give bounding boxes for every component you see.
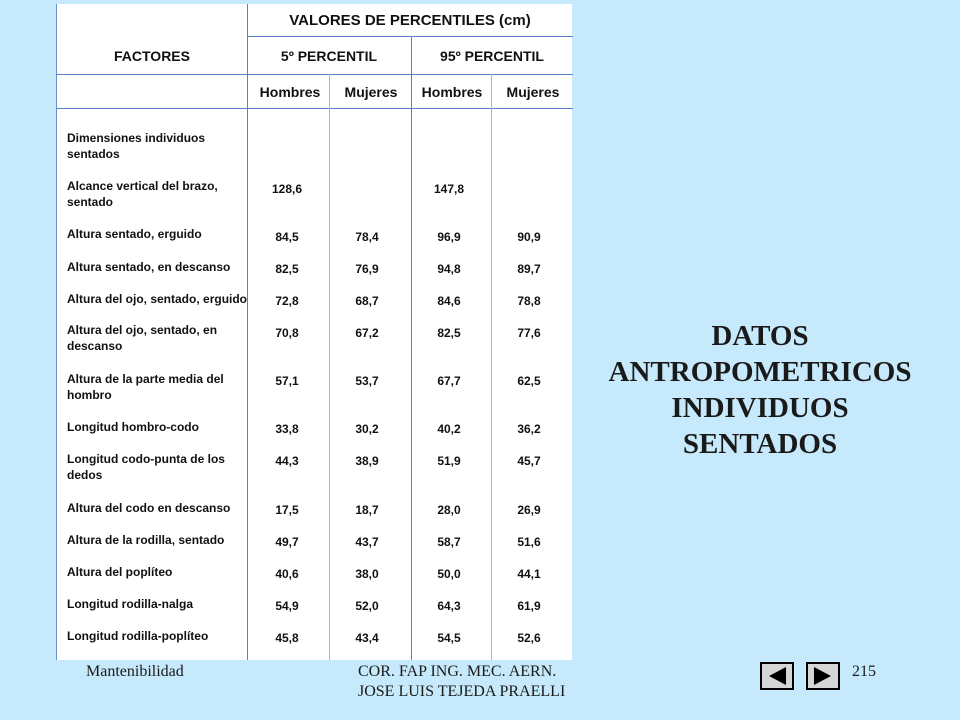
cell-value: 90,9 bbox=[517, 230, 541, 244]
cell-value: 26,9 bbox=[517, 503, 541, 517]
footer-center-line: JOSE LUIS TEJEDA PRAELLI bbox=[358, 683, 566, 700]
percentile-table bbox=[56, 4, 572, 660]
row-factor: Altura sentado, en descanso bbox=[67, 260, 231, 274]
triangle-left-icon bbox=[762, 664, 792, 688]
table-rule bbox=[411, 36, 412, 660]
cell-value: 52,6 bbox=[517, 631, 541, 645]
subheader-hombres-5: Hombres bbox=[259, 84, 321, 100]
slide-title bbox=[588, 318, 932, 462]
cell-value: 61,9 bbox=[517, 599, 541, 613]
table-rule bbox=[57, 108, 573, 109]
next-slide-button[interactable] bbox=[806, 662, 840, 690]
cell-value: 50,0 bbox=[437, 567, 461, 581]
p5-header: 5º PERCENTIL bbox=[280, 48, 378, 64]
cell-value: 44,3 bbox=[275, 454, 299, 468]
row-factor: Altura del codo en descanso bbox=[67, 501, 231, 515]
row-factor: Longitud codo-punta de los dedos bbox=[67, 452, 225, 482]
cell-value: 57,1 bbox=[275, 374, 299, 388]
slide-title-line: DATOS bbox=[711, 320, 809, 352]
cell-value: 72,8 bbox=[275, 294, 299, 308]
cell-value: 52,0 bbox=[355, 599, 379, 613]
section-label: Dimensiones individuos sentados bbox=[67, 131, 206, 161]
factors-header: FACTORES bbox=[114, 48, 190, 64]
cell-value: 44,1 bbox=[517, 567, 541, 581]
cell-value: 49,7 bbox=[275, 535, 299, 549]
cell-value: 89,7 bbox=[517, 262, 541, 276]
cell-value: 67,2 bbox=[355, 326, 379, 340]
cell-value: 38,9 bbox=[355, 454, 379, 468]
cell-value: 30,2 bbox=[355, 422, 379, 436]
cell-value: 62,5 bbox=[517, 374, 541, 388]
row-factor: Altura de la parte media del hombro bbox=[67, 372, 224, 402]
cell-value: 45,8 bbox=[275, 631, 299, 645]
cell-value: 78,8 bbox=[517, 294, 541, 308]
footer-center bbox=[358, 662, 565, 702]
cell-value: 128,6 bbox=[271, 182, 303, 196]
table-rule bbox=[247, 36, 573, 37]
cell-value: 18,7 bbox=[355, 503, 379, 517]
cell-value: 77,6 bbox=[517, 326, 541, 340]
row-factor: Altura sentado, erguido bbox=[67, 227, 202, 241]
cell-value: 84,5 bbox=[275, 230, 299, 244]
table-title: VALORES DE PERCENTILES (cm) bbox=[289, 12, 531, 29]
cell-value: 54,5 bbox=[437, 631, 461, 645]
cell-value: 28,0 bbox=[437, 503, 461, 517]
slide-title-line: ANTROPOMETRICOS bbox=[608, 356, 912, 388]
subheader-mujeres-95: Mujeres bbox=[506, 84, 560, 100]
prev-slide-button[interactable] bbox=[760, 662, 794, 690]
row-factor: Altura de la rodilla, sentado bbox=[67, 533, 225, 547]
subheader-mujeres-5: Mujeres bbox=[344, 84, 398, 100]
cell-value: 147,8 bbox=[433, 182, 465, 196]
cell-value: 40,2 bbox=[437, 422, 461, 436]
cell-value: 82,5 bbox=[275, 262, 299, 276]
cell-value: 51,9 bbox=[437, 454, 461, 468]
cell-value: 78,4 bbox=[355, 230, 379, 244]
cell-value: 84,6 bbox=[437, 294, 461, 308]
table-rule bbox=[247, 4, 248, 660]
cell-value: 33,8 bbox=[275, 422, 299, 436]
row-factor: Altura del ojo, sentado, erguido bbox=[67, 292, 248, 306]
cell-value: 76,9 bbox=[355, 262, 379, 276]
cell-value: 94,8 bbox=[437, 262, 461, 276]
cell-value: 51,6 bbox=[517, 535, 541, 549]
p95-header: 95º PERCENTIL bbox=[440, 48, 544, 64]
cell-value: 43,7 bbox=[355, 535, 379, 549]
cell-value: 17,5 bbox=[275, 503, 299, 517]
slide-title-line: INDIVIDUOS bbox=[671, 392, 849, 424]
row-factor: Longitud hombro-codo bbox=[67, 420, 199, 434]
footer-left: Mantenibilidad bbox=[86, 663, 184, 680]
cell-value: 96,9 bbox=[437, 230, 461, 244]
row-factor: Longitud rodilla-nalga bbox=[67, 597, 193, 611]
cell-value: 38,0 bbox=[355, 567, 379, 581]
cell-value: 82,5 bbox=[437, 326, 461, 340]
cell-value: 67,7 bbox=[437, 374, 461, 388]
page-number: 215 bbox=[852, 663, 876, 680]
footer-center-line: COR. FAP ING. MEC. AERN. bbox=[358, 663, 557, 680]
row-factor: Longitud rodilla-poplíteo bbox=[67, 629, 209, 643]
cell-value: 45,7 bbox=[517, 454, 541, 468]
table-rule bbox=[491, 74, 492, 660]
cell-value: 40,6 bbox=[275, 567, 299, 581]
cell-value: 53,7 bbox=[355, 374, 379, 388]
slide-title-line: SENTADOS bbox=[682, 428, 838, 460]
cell-value: 68,7 bbox=[355, 294, 379, 308]
cell-value: 70,8 bbox=[275, 326, 299, 340]
cell-value: 58,7 bbox=[437, 535, 461, 549]
table-rule bbox=[57, 74, 573, 75]
row-factor: Altura del ojo, sentado, en descanso bbox=[67, 323, 218, 353]
triangle-right-icon bbox=[808, 664, 838, 688]
cell-value: 54,9 bbox=[275, 599, 299, 613]
cell-value: 43,4 bbox=[355, 631, 379, 645]
table-rule bbox=[329, 74, 330, 660]
cell-value: 64,3 bbox=[437, 599, 461, 613]
subheader-hombres-95: Hombres bbox=[421, 84, 483, 100]
row-factor: Alcance vertical del brazo, sentado bbox=[67, 179, 218, 209]
row-factor: Altura del poplíteo bbox=[67, 565, 173, 579]
cell-value: 36,2 bbox=[517, 422, 541, 436]
